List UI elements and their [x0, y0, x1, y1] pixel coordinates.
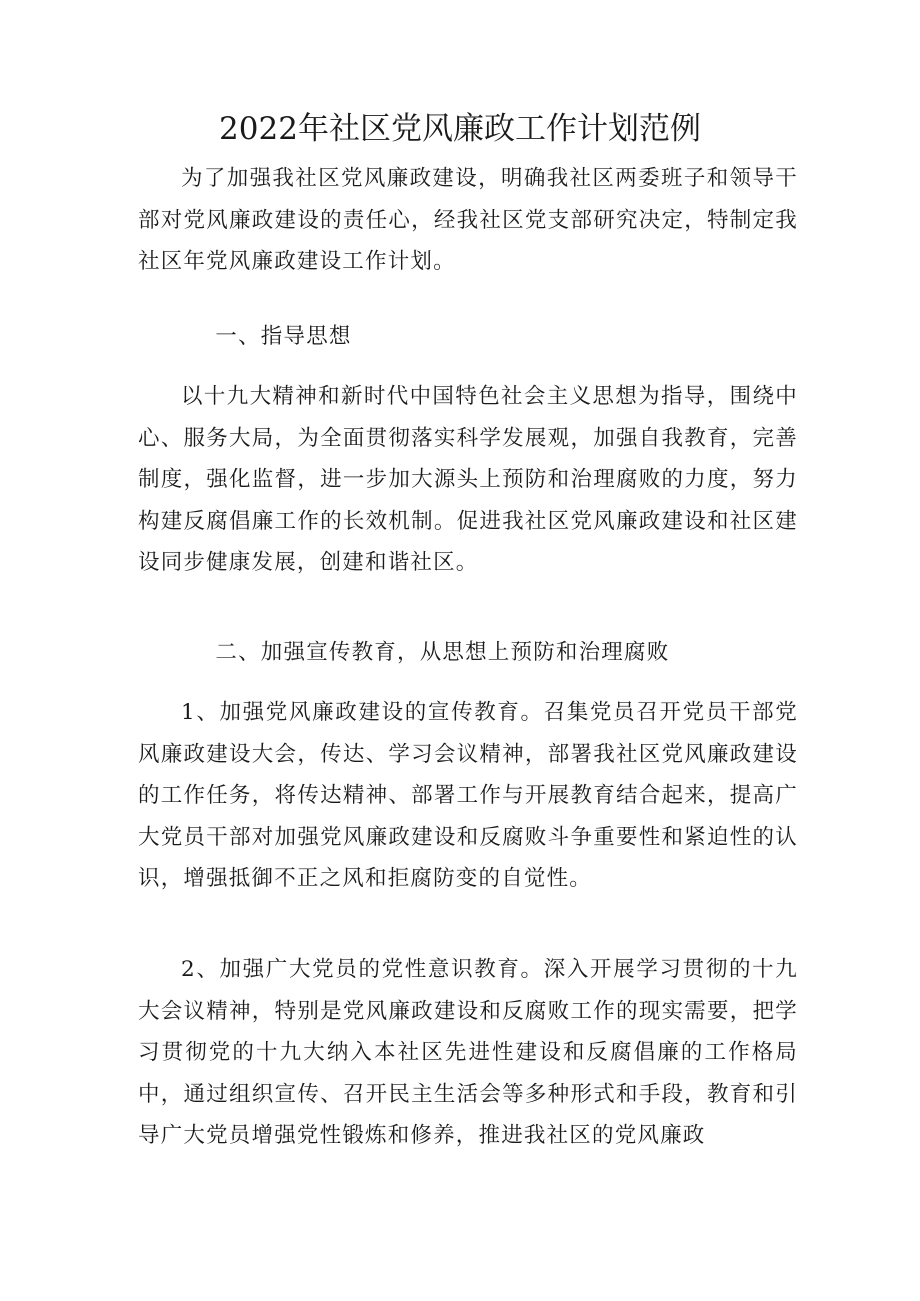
- section-1-heading: 一、指导思想: [215, 324, 352, 349]
- section-2-item-1: 1、加强党风廉政建设的宣传教育。召集党员召开党员干部党风廉政建设大会，传达、学习会议精神，部署我社区党风廉政建设的工作任务，将传达精神、部署工作与开展教育结合起来，提高广大党员干部对加强党风廉政建设和反腐败斗争重要性和紧迫性的认识，增强抵御不正之风和拒腐防变的自觉性。: [138, 700, 798, 891]
- intro-paragraph: 为了加强我社区党风廉政建设，明确我社区两委班子和领导干部对党风廉政建设的责任心，经我社区党支部研究决定，特制定我社区年党风廉政建设工作计划。: [138, 166, 798, 274]
- section-1-body: 以十九大精神和新时代中国特色社会主义思想为指导，围绕中心、服务大局，为全面贯彻落实科学发展观，加强自我教育，完善制度，强化监督，进一步加大源头上预防和治理腐败的力度，努力构建反腐倡廉工作的长效机制。促进我社区党风廉政建设和社区建设同步健康发展，创建和谐社区。: [138, 384, 798, 575]
- section-2-heading: 二、加强宣传教育，从思想上预防和治理腐败: [215, 640, 670, 665]
- section-2-item-2: 2、加强广大党员的党性意识教育。深入开展学习贯彻的十九大会议精神，特别是党风廉政建设和反腐败工作的现实需要，把学习贯彻党的十九大纳入本社区先进性建设和反腐倡廉的工作格局中，通过组织宣传、召开民主生活会等多种形式和手段，教育和引导广大党员增强党性锻炼和修养，推进我社区的党风廉政: [138, 957, 798, 1148]
- document-title: 2022年社区党风廉政工作计划范例: [219, 111, 701, 147]
